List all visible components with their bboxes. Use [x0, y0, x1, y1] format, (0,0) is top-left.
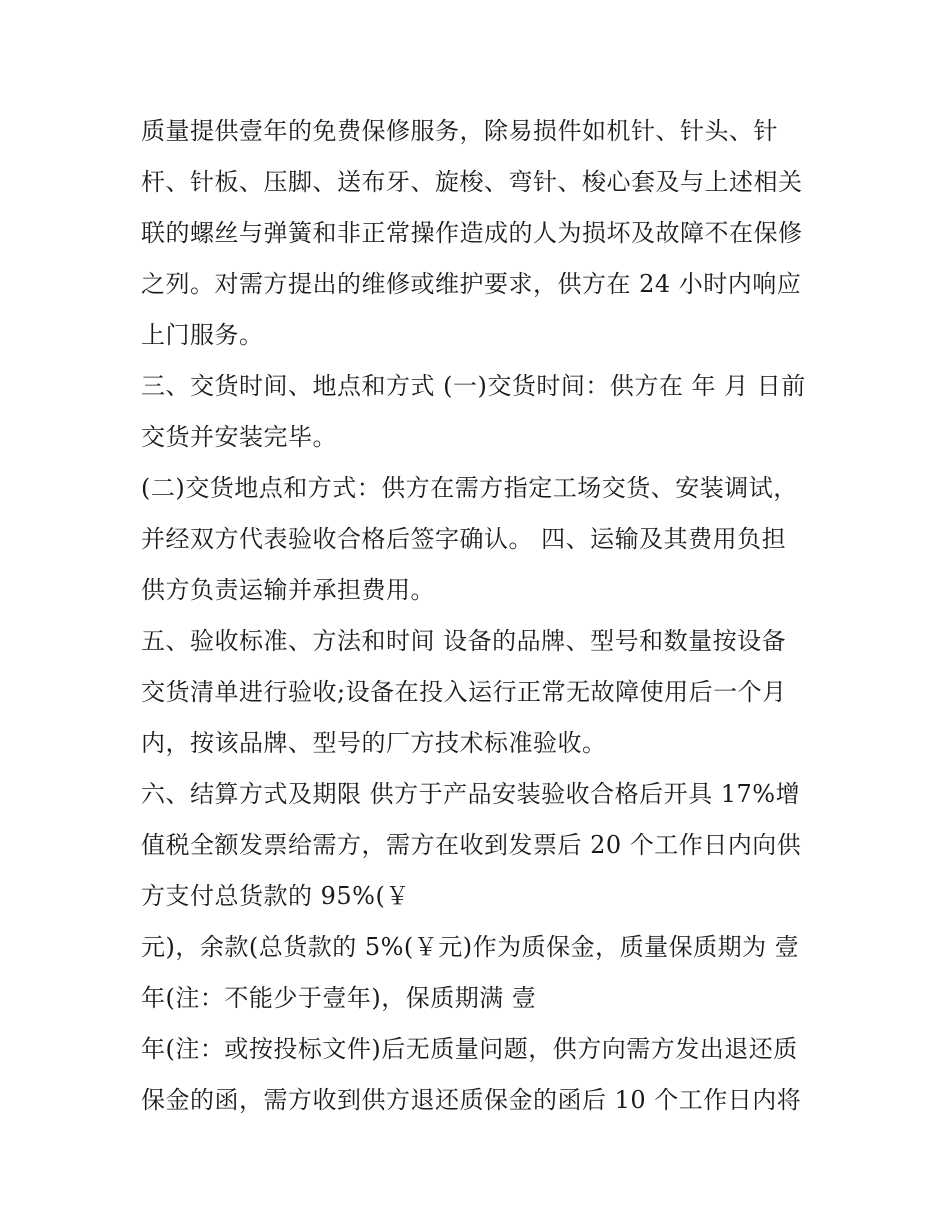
text-line: 交货清单进行验收;设备在投入运行正常无故障使用后一个月: [141, 678, 787, 706]
text-line: (二)交货地点和方式：供方在需方指定工场交货、安装调试，: [141, 474, 798, 502]
text-line: 联的螺丝与弹簧和非正常操作造成的人为损坏及故障不在保修: [141, 219, 803, 247]
text-line: 保金的函，需方收到供方退还质保金的函后 10 个工作日内将: [141, 1086, 802, 1114]
text-line: 之列。对需方提出的维修或维护要求，供方在 24 小时内响应: [141, 270, 802, 298]
section-heading-settlement: 六、结算方式及期限 供方于产品安装验收合格后开具 17%增: [141, 780, 801, 808]
contract-text: [141, 106, 821, 1126]
text-line: 上门服务。: [141, 321, 264, 349]
section-heading-transport: 并经双方代表验收合格后签字确认。 四、运输及其费用负担: [141, 525, 787, 553]
text-line: 供方负责运输并承担费用。: [141, 576, 435, 604]
text-line: 元)，余款(总货款的 5%(￥元)作为质保金，质量保质期为 壹: [141, 933, 800, 961]
text-line: 年(注：不能少于壹年)，保质期满 壹: [141, 984, 537, 1012]
text-line: 年(注：或按投标文件)后无质量问题，供方向需方发出退还质: [141, 1035, 798, 1063]
text-line: 值税全额发票给需方，需方在收到发票后 20 个工作日内向供: [141, 831, 802, 859]
section-heading-acceptance: 五、验收标准、方法和时间 设备的品牌、型号和数量按设备: [141, 627, 787, 655]
text-line: 质量提供壹年的免费保修服务，除易损件如机针、针头、针: [141, 117, 778, 145]
text-line: 方支付总货款的 95%(￥: [141, 882, 410, 910]
text-line: 交货并安装完毕。: [141, 423, 337, 451]
text-line: 内，按该品牌、型号的厂方技术标准验收。: [141, 729, 607, 757]
section-heading-delivery: 三、交货时间、地点和方式 (一)交货时间：供方在 年 月 日前: [141, 372, 806, 400]
text-line: 杆、针板、压脚、送布牙、旋梭、弯针、梭心套及与上述相关: [141, 168, 803, 196]
